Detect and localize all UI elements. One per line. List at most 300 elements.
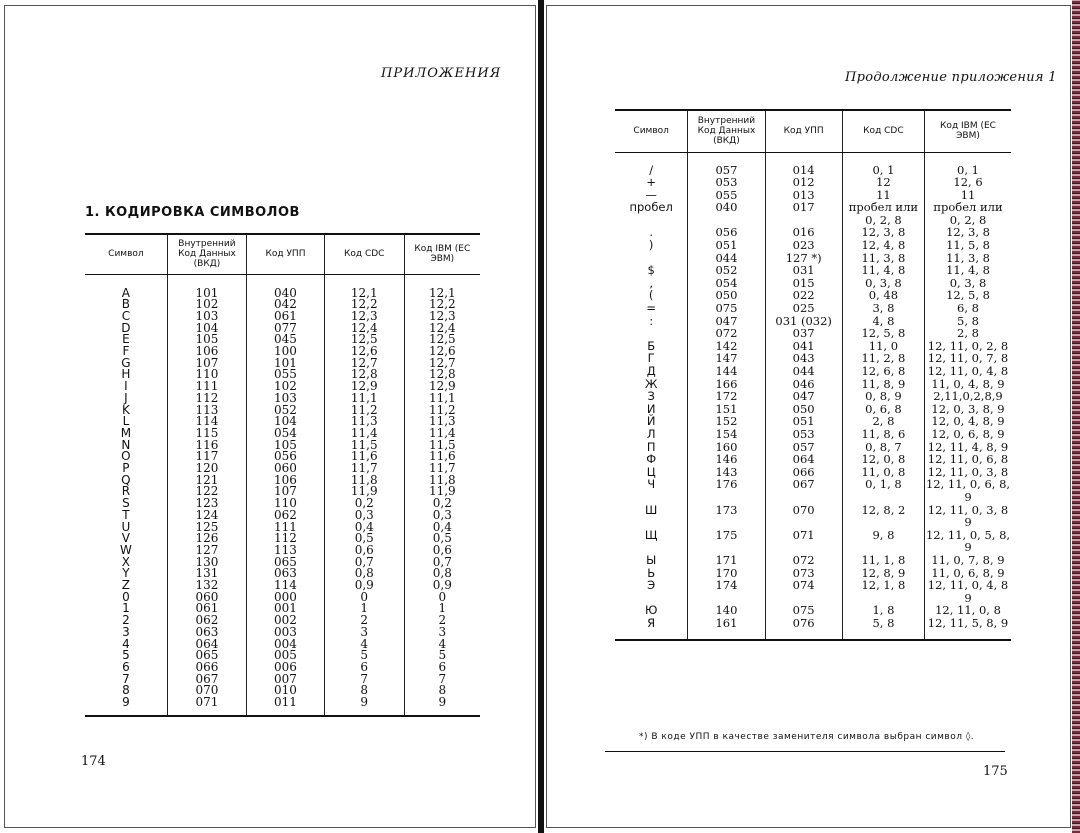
cell-ibm: 12,3 xyxy=(428,308,456,323)
cell-vkd: 131 xyxy=(167,568,246,580)
cell-ibm: 12, 11, 0, 8 xyxy=(935,603,1001,618)
cell-ibm: 12, 0, 3, 8, 9 xyxy=(931,401,1005,416)
cell-ibm: 12, 5, 8 xyxy=(946,288,990,303)
cell-ibm: 5 xyxy=(438,648,447,663)
cell-upp: 022 xyxy=(765,289,842,302)
cell-ibm: 0, 2, 8 xyxy=(949,212,987,227)
cell-upp: 064 xyxy=(765,453,842,466)
cell-upp: 043 xyxy=(765,352,842,365)
cell-upp: 011 xyxy=(247,697,325,716)
cell-upp: 070 xyxy=(765,504,842,517)
section-title: 1. КОДИРОВКА СИМВОЛОВ xyxy=(85,205,300,220)
cell-cdc: 11,2 xyxy=(324,405,404,417)
cell-vkd: 123 xyxy=(167,498,246,510)
cell-cdc: 12,6 xyxy=(324,346,404,358)
cell-upp: 073 xyxy=(765,567,842,580)
table-row xyxy=(615,302,1011,315)
cell-symbol: Щ xyxy=(615,529,688,542)
cell-vkd: 067 xyxy=(167,674,246,686)
right-page xyxy=(546,5,1071,828)
cell-upp: 060 xyxy=(247,463,325,475)
cell-upp xyxy=(765,516,842,529)
col-header-vkd: Внутренний Код Данных (ВКД) xyxy=(167,234,246,274)
cell-vkd: 161 xyxy=(688,617,765,641)
table-body xyxy=(615,152,1011,640)
cell-ibm: 12, 3, 8 xyxy=(946,225,990,240)
table-row xyxy=(615,201,1011,214)
cell-ibm: 11,8 xyxy=(428,472,456,487)
col-header-cdc: Код CDC xyxy=(324,234,404,274)
cell-cdc: 11, 3, 8 xyxy=(842,252,924,265)
cell-vkd: 065 xyxy=(167,650,246,662)
cell-vkd: 071 xyxy=(167,697,246,716)
cell-ibm: 11,1 xyxy=(428,390,456,405)
table-row xyxy=(615,176,1011,189)
cell-vkd: 053 xyxy=(688,176,765,189)
cell-cdc: 12,8 xyxy=(324,369,404,381)
cell-vkd: 173 xyxy=(688,504,765,517)
cell-vkd: 130 xyxy=(167,557,246,569)
cell-cdc: 0, 8, 7 xyxy=(842,441,924,454)
cell-ibm: 11,3 xyxy=(428,414,456,429)
cell-symbol: 8 xyxy=(85,685,167,697)
cell-ibm: 0,4 xyxy=(432,519,452,534)
table-row xyxy=(615,453,1011,466)
cell-cdc: 0, 3, 8 xyxy=(842,277,924,290)
cell-upp: 071 xyxy=(765,529,842,542)
cell-upp: 107 xyxy=(247,486,325,498)
cell-upp: 012 xyxy=(765,176,842,189)
cell-upp: 103 xyxy=(247,393,325,405)
cell-vkd: 054 xyxy=(688,277,765,290)
cell-cdc: 0, 1, 8 xyxy=(842,478,924,491)
col-header-vkd: Внутренний Код Данных (ВКД) xyxy=(688,110,765,152)
cell-ibm: 12,6 xyxy=(428,344,456,359)
cell-symbol: L xyxy=(85,416,167,428)
cell-symbol: O xyxy=(85,451,167,463)
cell-symbol: A xyxy=(85,274,167,299)
cell-cdc: 12,7 xyxy=(324,358,404,370)
cell-upp: 112 xyxy=(247,533,325,545)
cell-symbol: Б xyxy=(615,340,688,353)
cell-ibm: 11, 0, 4, 8, 9 xyxy=(931,376,1005,391)
cell-ibm: 12,2 xyxy=(428,297,456,312)
cell-symbol: X xyxy=(85,557,167,569)
cell-vkd: 113 xyxy=(167,405,246,417)
cell-upp: 077 xyxy=(247,323,325,335)
table-row xyxy=(615,579,1011,592)
cell-symbol: З xyxy=(615,390,688,403)
cell-symbol: : xyxy=(615,315,688,328)
cell-vkd: 127 xyxy=(167,545,246,557)
cell-upp: 101 xyxy=(247,358,325,370)
cell-cdc: 12,9 xyxy=(324,381,404,393)
cell-cdc: 3 xyxy=(324,627,404,639)
cell-vkd: 125 xyxy=(167,522,246,534)
cell-ibm: 12, 11, 5, 8, 9 xyxy=(925,617,1011,641)
cell-ibm: 0,8 xyxy=(432,566,452,581)
cell-ibm: 12,4 xyxy=(428,320,456,335)
cell-upp: 000 xyxy=(247,592,325,604)
col-header-ibm: Код IBM (ЕС ЭВМ) xyxy=(925,110,1011,152)
cell-symbol: E xyxy=(85,334,167,346)
cell-symbol: Ш xyxy=(615,504,688,517)
cell-vkd: 112 xyxy=(167,393,246,405)
cell-symbol: V xyxy=(85,533,167,545)
cell-symbol: J xyxy=(85,393,167,405)
cell-vkd: 102 xyxy=(167,299,246,311)
cell-vkd: 064 xyxy=(167,639,246,651)
cell-symbol: 5 xyxy=(85,650,167,662)
cell-ibm: 3 xyxy=(438,624,447,639)
cell-cdc: 0, 1 xyxy=(842,152,924,176)
cell-symbol: K xyxy=(85,405,167,417)
cell-symbol: И xyxy=(615,403,688,416)
cell-upp: 106 xyxy=(247,475,325,487)
cell-ibm: 0, 1 xyxy=(957,162,979,177)
page-number: 174 xyxy=(81,754,106,769)
cell-upp: 052 xyxy=(247,405,325,417)
cell-upp: 025 xyxy=(765,302,842,315)
cell-ibm: 12,9 xyxy=(428,379,456,394)
page-gutter xyxy=(538,0,544,833)
cell-upp: 100 xyxy=(247,346,325,358)
cell-vkd: 170 xyxy=(688,567,765,580)
col-header-symbol: Символ xyxy=(615,110,688,152)
page-number: 175 xyxy=(983,764,1008,779)
cell-vkd: 047 xyxy=(688,315,765,328)
cell-vkd: 175 xyxy=(688,529,765,542)
cell-symbol: W xyxy=(85,545,167,557)
encoding-table xyxy=(85,233,480,717)
cell-symbol: Г xyxy=(615,352,688,365)
cell-symbol: Ф xyxy=(615,453,688,466)
cell-upp: 110 xyxy=(247,498,325,510)
cell-cdc: 12 xyxy=(842,176,924,189)
cell-symbol: ) xyxy=(615,239,688,252)
cell-upp: 075 xyxy=(765,604,842,617)
cell-ibm: 12, 11, 0, 2, 8 xyxy=(927,338,1009,353)
cell-symbol: G xyxy=(85,358,167,370)
cell-vkd: 121 xyxy=(167,475,246,487)
cell-cdc: 0,5 xyxy=(324,533,404,545)
cell-vkd: 142 xyxy=(688,340,765,353)
table-row xyxy=(615,617,1011,641)
cell-symbol: Ь xyxy=(615,567,688,580)
cell-ibm: 9 xyxy=(404,697,480,716)
cell-cdc: 11, 8, 9 xyxy=(842,378,924,391)
cell-cdc: 12, 4, 8 xyxy=(842,239,924,252)
cell-cdc: 12, 5, 8 xyxy=(842,327,924,340)
cell-ibm: 11, 0, 6, 8, 9 xyxy=(931,565,1005,580)
cell-ibm: 12, 6 xyxy=(953,175,983,190)
cell-cdc xyxy=(842,491,924,504)
cell-upp: 074 xyxy=(765,579,842,592)
cell-symbol: 2 xyxy=(85,615,167,627)
cell-cdc: 3, 8 xyxy=(842,302,924,315)
cell-upp: 041 xyxy=(765,340,842,353)
cell-symbol: B xyxy=(85,299,167,311)
cell-symbol: R xyxy=(85,486,167,498)
cell-upp: 017 xyxy=(765,201,842,214)
cell-cdc: 11,1 xyxy=(324,393,404,405)
cell-symbol: $ xyxy=(615,264,688,277)
cell-vkd xyxy=(688,491,765,504)
cell-upp: 072 xyxy=(765,554,842,567)
cell-ibm: 0 xyxy=(438,589,447,604)
cell-ibm: 12, 11, 0, 3, 8 xyxy=(927,464,1009,479)
cell-vkd: 132 xyxy=(167,580,246,592)
cell-upp: 013 xyxy=(765,189,842,202)
cell-symbol: Q xyxy=(85,475,167,487)
cell-vkd: 056 xyxy=(688,226,765,239)
cell-upp: 004 xyxy=(247,639,325,651)
cell-symbol: Ы xyxy=(615,554,688,567)
cell-vkd: 061 xyxy=(167,603,246,615)
cell-upp: 006 xyxy=(247,662,325,674)
table-row xyxy=(85,697,480,716)
cell-ibm: 2 xyxy=(438,613,447,628)
cell-cdc: 0, 8, 9 xyxy=(842,390,924,403)
cell-upp: 023 xyxy=(765,239,842,252)
cell-ibm: 2,11,0,2,8,9 xyxy=(933,389,1003,404)
cell-vkd: 055 xyxy=(688,189,765,202)
cell-vkd: 172 xyxy=(688,390,765,403)
table-row xyxy=(615,327,1011,340)
cell-symbol: H xyxy=(85,369,167,381)
cell-upp: 113 xyxy=(247,545,325,557)
cell-ibm: 11, 5, 8 xyxy=(946,238,990,253)
cell-vkd: 160 xyxy=(688,441,765,454)
cell-vkd: 147 xyxy=(688,352,765,365)
cell-vkd: 060 xyxy=(167,592,246,604)
cell-symbol: Ч xyxy=(615,478,688,491)
cell-ibm: 11,7 xyxy=(428,461,456,476)
cell-cdc: 0,7 xyxy=(324,557,404,569)
table-row xyxy=(615,152,1011,176)
cell-upp: 007 xyxy=(247,674,325,686)
cell-ibm: 9 xyxy=(964,515,972,530)
cell-vkd: 062 xyxy=(167,615,246,627)
cell-cdc: 0, 6, 8 xyxy=(842,403,924,416)
cell-cdc: 1, 8 xyxy=(842,604,924,617)
cell-ibm: 12, 11, 0, 7, 8 xyxy=(927,351,1009,366)
cell-symbol: П xyxy=(615,441,688,454)
cell-symbol: / xyxy=(615,152,688,176)
cell-upp: 047 xyxy=(765,390,842,403)
cell-upp: 065 xyxy=(247,557,325,569)
cell-symbol: D xyxy=(85,323,167,335)
table-row xyxy=(615,478,1011,491)
left-page xyxy=(4,5,536,828)
table-row xyxy=(615,491,1011,504)
cell-vkd: 070 xyxy=(167,685,246,697)
cell-vkd: 166 xyxy=(688,378,765,391)
cell-ibm: 12, 11, 0, 4, 8 xyxy=(927,578,1009,593)
cell-vkd: 171 xyxy=(688,554,765,567)
cell-vkd: 104 xyxy=(167,323,246,335)
cell-vkd: 151 xyxy=(688,403,765,416)
cell-symbol: ( xyxy=(615,289,688,302)
cell-cdc: 9, 8 xyxy=(842,529,924,542)
cell-cdc: 12,1 xyxy=(324,274,404,299)
table-row xyxy=(615,516,1011,529)
cell-cdc: 2 xyxy=(324,615,404,627)
cell-vkd: 105 xyxy=(167,334,246,346)
cell-upp: 003 xyxy=(247,627,325,639)
cell-ibm: 12,5 xyxy=(428,332,456,347)
cell-ibm: 12,7 xyxy=(428,355,456,370)
cell-vkd: 075 xyxy=(688,302,765,315)
cell-symbol: U xyxy=(85,522,167,534)
cell-ibm: 12,1 xyxy=(428,285,456,300)
cell-vkd: 114 xyxy=(167,416,246,428)
cell-ibm: 12, 11, 0, 4, 8 xyxy=(927,364,1009,378)
cell-ibm: 9 xyxy=(964,489,972,504)
cell-upp: 111 xyxy=(247,522,325,534)
cell-symbol: Z xyxy=(85,580,167,592)
cell-symbol: T xyxy=(85,510,167,522)
cell-vkd: 117 xyxy=(167,451,246,463)
table-row xyxy=(615,428,1011,441)
cell-symbol: , xyxy=(615,277,688,290)
cell-vkd: 174 xyxy=(688,579,765,592)
cell-upp: 002 xyxy=(247,615,325,627)
table-body xyxy=(85,274,480,716)
cell-vkd: 120 xyxy=(167,463,246,475)
cell-cdc: 7 xyxy=(324,674,404,686)
cell-vkd: 111 xyxy=(167,381,246,393)
cell-ibm: пробел или xyxy=(933,200,1003,215)
cell-vkd: 063 xyxy=(167,627,246,639)
cell-ibm: 11,9 xyxy=(428,484,456,499)
cell-vkd: 107 xyxy=(167,358,246,370)
cell-ibm: 12, 11, 4, 8, 9 xyxy=(927,439,1009,454)
cell-upp: 057 xyxy=(765,441,842,454)
cell-symbol: C xyxy=(85,311,167,323)
cell-vkd: 146 xyxy=(688,453,765,466)
cell-upp: 056 xyxy=(247,451,325,463)
cell-cdc: 11, 0 xyxy=(842,340,924,353)
cell-cdc: 11,6 xyxy=(324,451,404,463)
cell-symbol: F xyxy=(85,346,167,358)
cell-symbol: S xyxy=(85,498,167,510)
cell-symbol: Ц xyxy=(615,466,688,479)
cell-upp: 050 xyxy=(765,403,842,416)
cell-ibm: 0,7 xyxy=(432,554,452,569)
cell-symbol: . xyxy=(615,226,688,239)
cell-symbol: Ж xyxy=(615,378,688,391)
cell-upp: 053 xyxy=(765,428,842,441)
cell-cdc: 0, 48 xyxy=(842,289,924,302)
cell-cdc xyxy=(842,516,924,529)
cell-cdc: 0,2 xyxy=(324,498,404,510)
cell-vkd: 176 xyxy=(688,478,765,491)
cell-ibm: 6, 8 xyxy=(957,301,979,316)
cell-vkd: 066 xyxy=(167,662,246,674)
cell-cdc: 0, 2, 8 xyxy=(842,214,924,227)
cell-upp: 040 xyxy=(247,274,325,299)
cell-symbol: пробел xyxy=(615,201,688,214)
cell-symbol: = xyxy=(615,302,688,315)
cell-vkd: 051 xyxy=(688,239,765,252)
cell-vkd: 152 xyxy=(688,415,765,428)
cell-ibm: 11,6 xyxy=(428,449,456,464)
col-header-ibm: Код IBM (ЕС ЭВМ) xyxy=(404,234,480,274)
cell-ibm: 0,3 xyxy=(432,507,452,522)
cell-cdc: 11,3 xyxy=(324,416,404,428)
cell-symbol: 7 xyxy=(85,674,167,686)
cell-symbol: 0 xyxy=(85,592,167,604)
cell-ibm: 8 xyxy=(438,683,447,698)
cell-ibm: 2, 8 xyxy=(957,326,979,341)
cell-symbol: Y xyxy=(85,568,167,580)
cell-upp: 001 xyxy=(247,603,325,615)
cell-upp: 045 xyxy=(247,334,325,346)
cell-upp: 037 xyxy=(765,327,842,340)
cell-vkd: 106 xyxy=(167,346,246,358)
cell-ibm: 12, 0, 4, 8, 9 xyxy=(931,414,1005,429)
cell-upp: 044 xyxy=(765,365,842,378)
cell-ibm: 6 xyxy=(438,660,447,674)
cell-cdc: 12, 8, 2 xyxy=(842,504,924,517)
cell-upp: 062 xyxy=(247,510,325,522)
cell-upp: 051 xyxy=(765,415,842,428)
cell-symbol: 9 xyxy=(85,697,167,716)
cell-cdc: 11, 1, 8 xyxy=(842,554,924,567)
cell-upp: 016 xyxy=(765,226,842,239)
cell-ibm: 11 xyxy=(960,187,976,202)
encoding-table-continued xyxy=(615,109,1011,641)
cell-vkd: 143 xyxy=(688,466,765,479)
cell-cdc: 6 xyxy=(324,662,404,674)
cell-cdc: 12, 3, 8 xyxy=(842,226,924,239)
cell-cdc: 11,7 xyxy=(324,463,404,475)
cell-cdc: 9 xyxy=(324,697,404,716)
cell-ibm: 4 xyxy=(438,636,447,651)
cell-symbol: M xyxy=(85,428,167,440)
cell-upp: 114 xyxy=(247,580,325,592)
cell-cdc: 4 xyxy=(324,639,404,651)
col-header-upp: Код УПП xyxy=(765,110,842,152)
cell-cdc: 11, 0, 8 xyxy=(842,466,924,479)
cell-cdc: 12,2 xyxy=(324,299,404,311)
table-row xyxy=(615,504,1011,517)
cell-symbol: P xyxy=(85,463,167,475)
cell-cdc: 11,9 xyxy=(324,486,404,498)
cell-vkd: 144 xyxy=(688,365,765,378)
table-row xyxy=(615,529,1011,542)
page-header: ПРИЛОЖЕНИЯ xyxy=(381,66,502,81)
cell-upp: 031 (032) xyxy=(765,315,842,328)
cell-cdc: 11 xyxy=(842,189,924,202)
cell-upp: 102 xyxy=(247,381,325,393)
cell-upp: 005 xyxy=(247,650,325,662)
cell-upp: 076 xyxy=(765,617,842,641)
cell-upp: 042 xyxy=(247,299,325,311)
cell-upp: 055 xyxy=(247,369,325,381)
table-row xyxy=(615,390,1011,403)
cell-upp: 031 xyxy=(765,264,842,277)
cell-symbol: Й xyxy=(615,415,688,428)
cell-cdc: пробел или xyxy=(842,201,924,214)
cell-upp: 104 xyxy=(247,416,325,428)
cell-ibm: 12, 11, 0, 6, 8, xyxy=(925,477,1011,492)
cell-ibm: 0,2 xyxy=(432,496,452,511)
cell-cdc: 12, 6, 8 xyxy=(842,365,924,378)
cell-ibm: 0,5 xyxy=(432,531,452,546)
cell-symbol: 6 xyxy=(85,662,167,674)
